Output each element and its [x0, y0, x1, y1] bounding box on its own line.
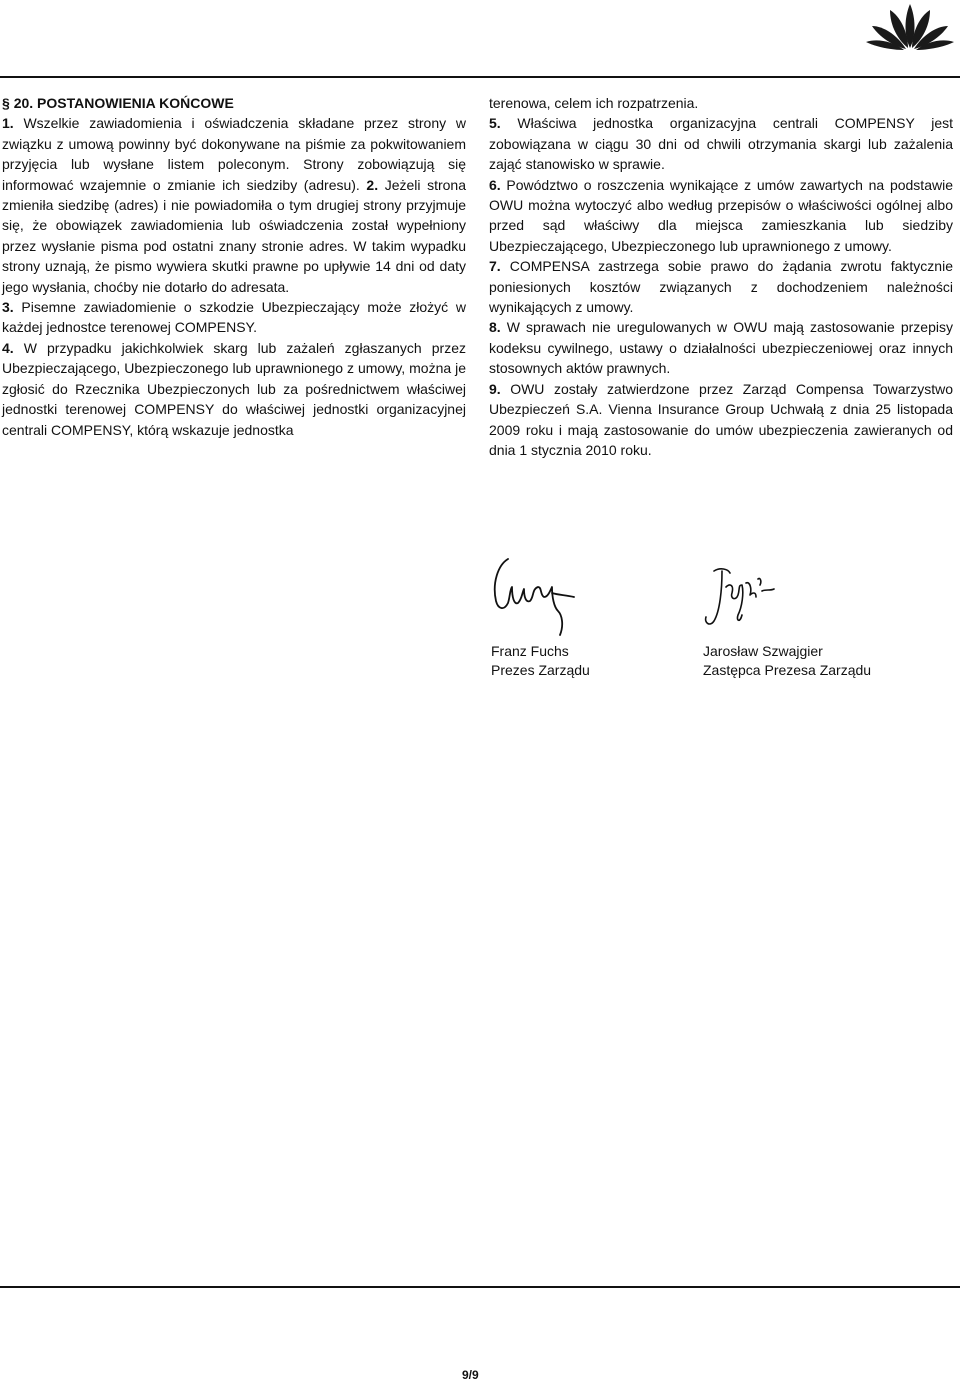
paragraph-text: Pisemne zawiadomienie o szkodzie Ubezpieczający może złożyć w każdej jednostce terenowej COMPENSY.: [2, 299, 466, 336]
paragraph-number: 4.: [2, 339, 14, 356]
paragraph-number: 3.: [2, 299, 14, 316]
paragraph-number: 9.: [489, 380, 501, 397]
paragraph-number: 5.: [489, 115, 501, 132]
page-number: 9/9: [462, 1368, 479, 1382]
section-symbol: §: [2, 95, 10, 111]
signatory-role: Prezes Zarządu: [491, 662, 590, 678]
paragraph-4: [2, 338, 466, 440]
signature-block-left: [491, 642, 590, 680]
signature-image-fuchs: [488, 553, 580, 641]
paragraph-8: [489, 317, 953, 378]
paragraph-number: 7.: [489, 258, 501, 275]
paragraph-3: [2, 297, 466, 338]
company-logo-icon: [864, 0, 956, 50]
right-column: [489, 93, 953, 460]
left-column: [2, 93, 466, 440]
paragraph-number: 6.: [489, 176, 501, 193]
signatory-name: Franz Fuchs: [491, 643, 569, 659]
signatory-name: Jarosław Szwajgier: [703, 643, 823, 659]
header-rule: [0, 76, 960, 78]
paragraph-9: [489, 379, 953, 461]
paragraph-7: [489, 256, 953, 317]
paragraph-text: Właściwa jednostka organizacyjna centrali COMPENSY jest zobowiązana w ciągu 30 dni od chwili otrzymania skargi lub zażalenia zająć stanowisko w sprawie.: [489, 115, 953, 173]
footer-rule: [0, 1286, 960, 1288]
paragraph-number: 8.: [489, 319, 501, 336]
paragraph-text: Powództwo o roszczenia wynikające z umów zawartych na podstawie OWU można wytoczyć albo według przepisów o właściwości ogólnej albo przed sąd właściwy dla miejsca zamieszkania lub siedziby Ubezpieczającego, Ubezpieczonego lub uprawnionego z umowy.: [489, 176, 953, 254]
paragraph-number: 2.: [366, 176, 379, 193]
paragraph-4-continuation: terenowa, celem ich rozpatrzenia.: [489, 95, 699, 111]
paragraph-text: Jeżeli strona zmieniła siedzibę (adres) i nie powiadomiła o tym drugiej strony przyjmuje się, że obowiązek zawiadomienia lub oświadczenia został wypełniony przez wysłanie pisma pod ostatni znany stronie adres. W takim wypadku strony uznają, że pismo wywiera skutki prawne po upływie 14 dni od daty jego wysłania, choćby nie dotarło do adresata.: [2, 176, 467, 295]
paragraph-number: 1.: [2, 115, 14, 132]
paragraph-5: [489, 113, 953, 174]
signatory-role: Zastępca Prezesa Zarządu: [703, 662, 872, 678]
paragraph-6: [489, 175, 953, 257]
section-title: 20. POSTANOWIENIA KOŃCOWE: [13, 95, 234, 111]
section-heading: [2, 93, 466, 113]
paragraph-text: W przypadku jakichkolwiek skarg lub zażaleń zgłaszanych przez Ubezpieczającego, Ubezpieczonego lub uprawnionego z umowy, można je zgłosić do Rzecznika Ubezpieczonych lub za pośrednictwem właściwej jednostki terenowej COMPENSY do właściwej jednostki organizacyjnej centrali COMPENSY, którą wskazuje jednostka: [2, 339, 466, 438]
paragraph-text: W sprawach nie uregulowanych w OWU mają zastosowanie przepisy kodeksu cywilnego, ustawy o działalności ubezpieczeniowej oraz innych stosownych aktów prawnych.: [489, 319, 953, 377]
paragraph-1-2: [2, 113, 466, 297]
signature-block-right: [703, 642, 871, 680]
paragraph-text: COMPENSA zastrzega sobie prawo do żądania zwrotu faktycznie poniesionych kosztów związanych z dochodzeniem należności wynikających z umowy.: [489, 258, 953, 316]
paragraph-text: OWU zostały zatwierdzone przez Zarząd Compensa Towarzystwo Ubezpieczeń S.A. Vienna Insurance Group Uchwałą z dnia 25 listopada 2009 roku i mają zastosowanie do umów ubezpieczenia zawieranych od dnia 1 stycznia 2010 roku.: [489, 380, 953, 458]
paragraph-text: Wszelkie zawiadomienia i oświadczenia składane przez strony w związku z umową powinny być dokonywane na piśmie za pokwitowaniem przyjęcia lub wysłane listem poleconym. Strony zobowiązują się informować wzajemnie o zmianie ich siedziby (adresu).: [2, 115, 466, 193]
signature-image-szwajgier: [700, 563, 780, 641]
